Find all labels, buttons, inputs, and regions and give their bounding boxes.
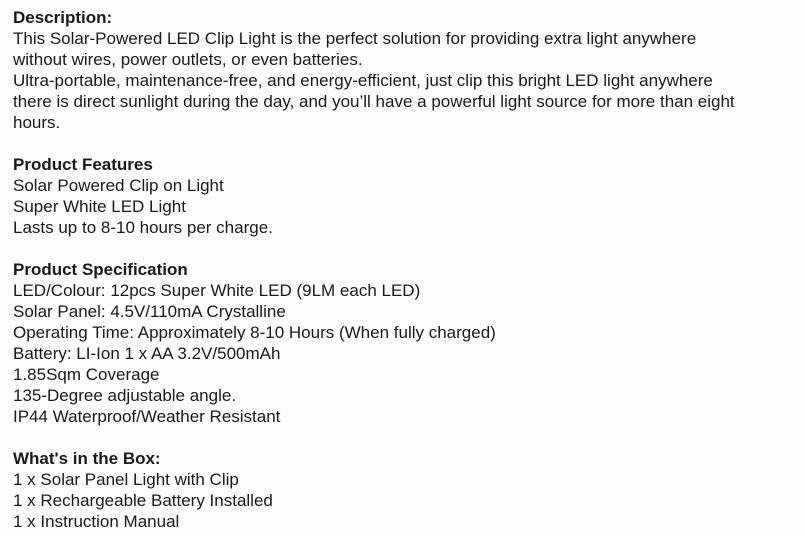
text-line: Solar Panel: 4.5V/110mA Crystalline xyxy=(13,302,286,321)
text-line: 1 x Instruction Manual xyxy=(13,512,180,531)
section-heading-description: Description: xyxy=(13,8,113,27)
text-line: Operating Time: Approximately 8-10 Hours (When fully charged) xyxy=(13,323,496,342)
text-line: Ultra-portable, maintenance-free, and energy-efficient, just clip this bright LED light anywhere xyxy=(13,71,713,90)
text-line: 1 x Rechargeable Battery Installed xyxy=(13,491,273,510)
text-line: LED/Colour: 12pcs Super White LED (9LM each LED) xyxy=(13,281,421,300)
text-line: there is direct sunlight during the day, and you’ll have a powerful light source for more than eight xyxy=(13,92,735,111)
text-line: Super White LED Light xyxy=(13,197,186,216)
section-product-specification xyxy=(13,259,796,427)
text-line: without wires, power outlets, or even batteries. xyxy=(13,50,363,69)
text-line: 1 x Solar Panel Light with Clip xyxy=(13,470,239,489)
section-product-features xyxy=(13,154,796,238)
section-heading-product-specification: Product Specification xyxy=(13,260,188,279)
text-line: hours. xyxy=(13,113,61,132)
text-line: 1.85Sqm Coverage xyxy=(13,365,160,384)
text-line: This Solar-Powered LED Clip Light is the perfect solution for providing extra light anywhere xyxy=(13,29,697,48)
text-line: 135-Degree adjustable angle. xyxy=(13,386,237,405)
text-line: Lasts up to 8-10 hours per charge. xyxy=(13,218,273,237)
text-line: Battery: LI-Ion 1 x AA 3.2V/500mAh xyxy=(13,344,281,363)
section-whats-in-the-box xyxy=(13,448,796,532)
text-line: Solar Powered Clip on Light xyxy=(13,176,224,195)
section-heading-product-features: Product Features xyxy=(13,155,153,174)
section-description xyxy=(13,7,796,133)
text-line: IP44 Waterproof/Weather Resistant xyxy=(13,407,281,426)
section-heading-whats-in-the-box: What's in the Box: xyxy=(13,449,161,468)
